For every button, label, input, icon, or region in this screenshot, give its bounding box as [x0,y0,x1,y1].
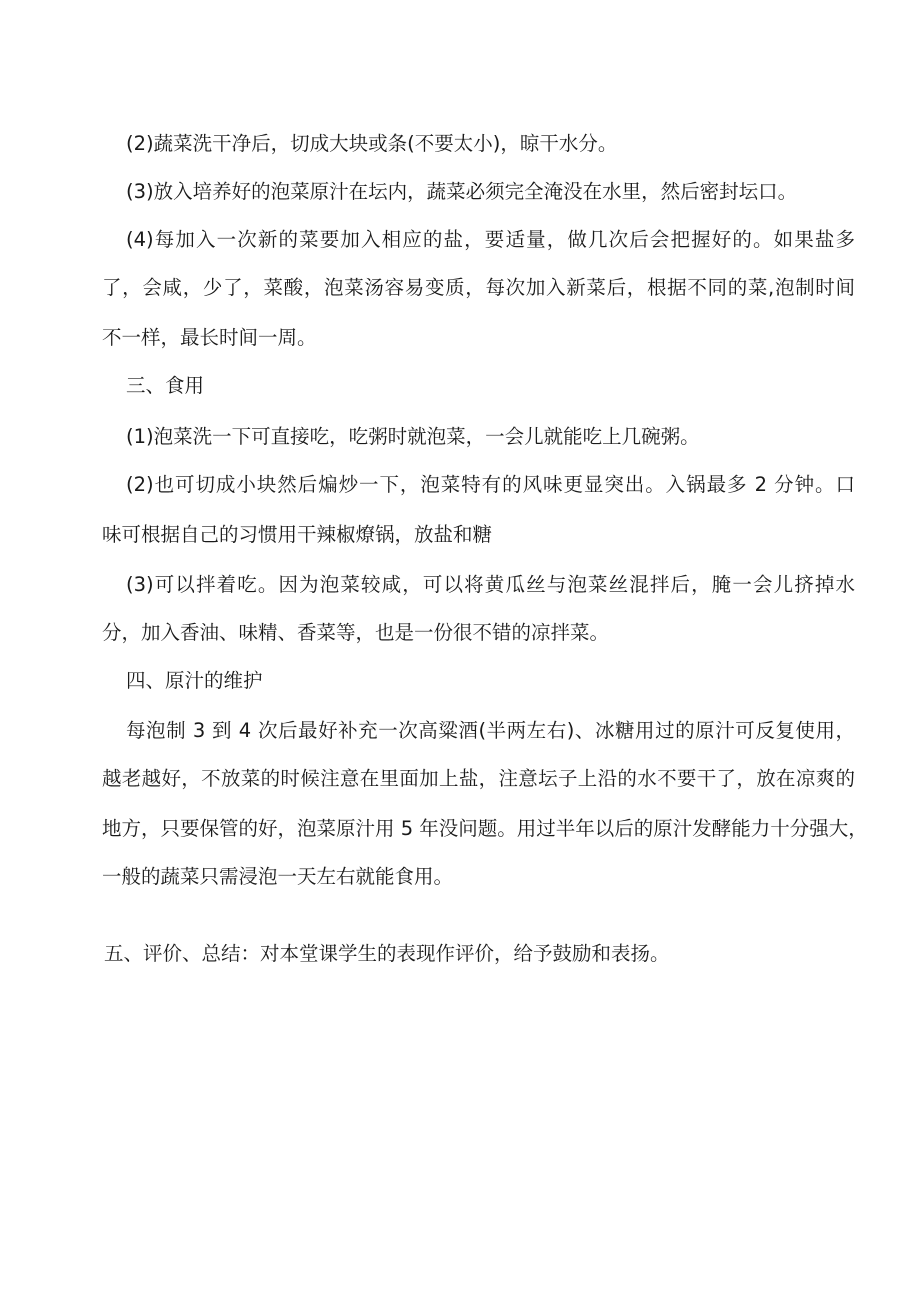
eat-1-text: (1)泡菜洗一下可直接吃，吃粥时就泡菜，一会儿就能吃上几碗粥。 [126,425,700,448]
step-4-line-1: (4)每加入一次新的菜要加入相应的盐，要适量，做几次后会把握好的。如果盐多 [126,228,855,251]
maintain-line-4: 一般的蔬菜只需浸泡一天左右就能食用。 [102,865,454,888]
maintain-line-3: 地方，只要保管的好，泡菜原汁用 5 年没问题。用过半年以后的原汁发酵能力十分强大， [102,817,868,840]
maintain-line-1: 每泡制 3 到 4 次后最好补充一次高粱酒(半两左右)、冰糖用过的原汁可反复使用， [126,719,855,742]
step-4-line-2: 了，会咸，少了，菜酸，泡菜汤容易变质，每次加入新菜后，根据不同的菜,泡制时间 [102,276,855,299]
eat-2-line-1: (2)也可切成小块然后煸炒一下，泡菜特有的风味更显突出。入锅最多 2 分钟。口 [126,473,855,496]
section-4-heading: 四、原汁的维护 [126,669,263,692]
section-3-heading: 三、食用 [126,374,205,397]
maintain-line-2: 越老越好，不放菜的时候注意在里面加上盐，注意坛子上沿的水不要干了，放在凉爽的 [102,767,855,790]
section-5-summary: 五、评价、总结：对本堂课学生的表现作评价，给予鼓励和表扬。 [104,942,670,965]
eat-3-line-1: (3)可以拌着吃。因为泡菜较咸，可以将黄瓜丝与泡菜丝混拌后，腌一会儿挤掉水 [126,573,855,596]
step-2-text: (2)蔬菜洗干净后，切成大块或条(不要太小)，晾干水分。 [126,132,618,155]
eat-3-line-2: 分，加入香油、味精、香菜等，也是一份很不错的凉拌菜。 [102,621,610,644]
step-4-line-3: 不一样，最长时间一周。 [102,326,317,349]
eat-2-line-2: 味可根据自己的习惯用干辣椒燎锅，放盐和糖 [102,523,493,546]
step-3-text: (3)放入培养好的泡菜原汁在坛内，蔬菜必须完全淹没在水里，然后密封坛口。 [126,180,798,203]
